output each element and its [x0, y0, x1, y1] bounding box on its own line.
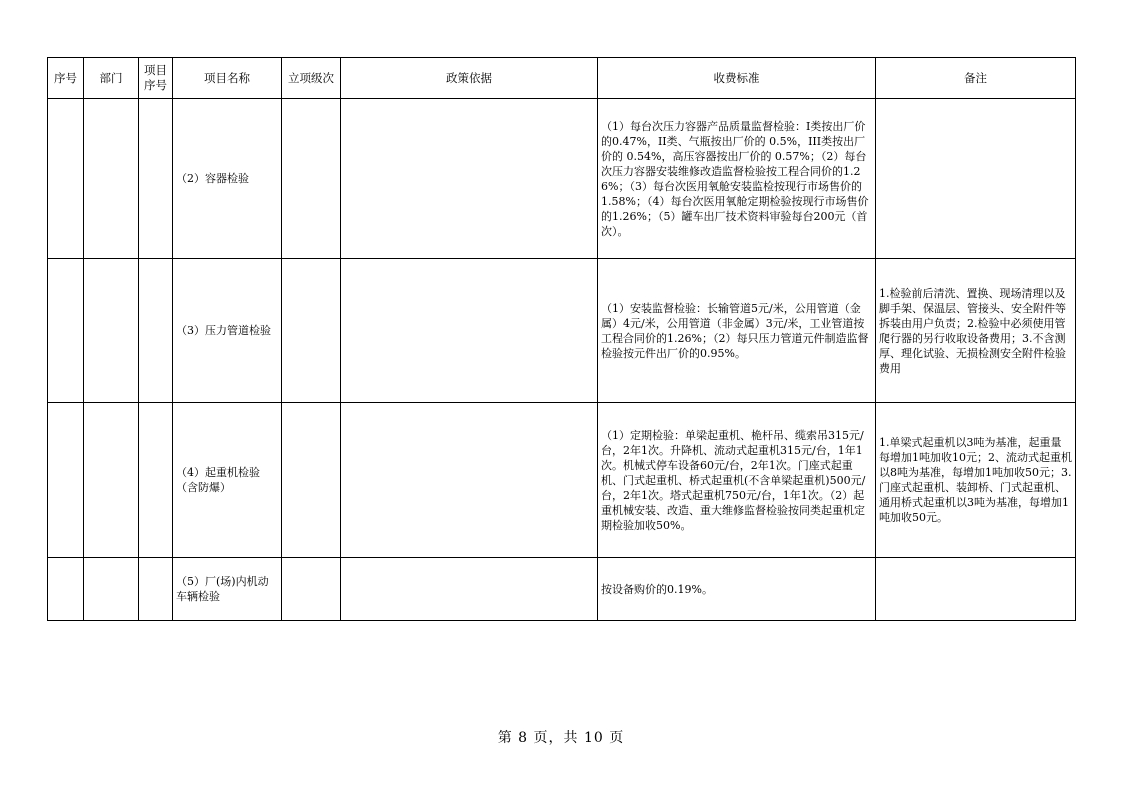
cell-dept: [84, 99, 139, 259]
cell-remarks: [876, 558, 1076, 621]
header-dept: 部门: [84, 58, 139, 99]
cell-item-name: （4）起重机检验（含防爆）: [173, 403, 282, 558]
header-item-name: 项目名称: [173, 58, 282, 99]
cell-seq: [48, 558, 84, 621]
cell-policy: [341, 259, 598, 403]
cell-fee-standard: 按设备购价的0.19%。: [598, 558, 876, 621]
header-fee-standard: 收费标准: [598, 58, 876, 99]
header-remarks: 备注: [876, 58, 1076, 99]
cell-item-name: （3）压力管道检验: [173, 259, 282, 403]
cell-fee-standard: （1）每台次压力容器产品质量监督检验：I类按出厂价的0.47%，II类、气瓶按出厂价的 0.5%，III类按出厂价的 0.54%，高压容器按出厂价的 0.57%；（2）每台次压力容器安装维修改造监督检验按工程合同价的1.26%；（3）每台次医用氧舱安装监检按现行市场售价的1.58%；（4）每台次医用氧舱定期检验按现行市场售价的1.26%；（5）罐车出厂技术资料审验每台200元（首次）。: [598, 99, 876, 259]
cell-seq: [48, 259, 84, 403]
cell-level: [282, 99, 341, 259]
table-row: [48, 259, 1076, 403]
cell-policy: [341, 558, 598, 621]
table-row: [48, 558, 1076, 621]
table-row: [48, 403, 1076, 558]
cell-remarks: 1.检验前后清洗、置换、现场清理以及脚手架、保温层、管接头、安全附件等拆装由用户负责；2.检验中必须使用管爬行器的另行收取设备费用；3.不含测厚、理化试验、无损检测安全附件检验费用: [876, 259, 1076, 403]
cell-fee-standard: （1）安装监督检验：长输管道5元/米，公用管道（金属）4元/米，公用管道（非金属）3元/米，工业管道按工程合同价的1.26%；（2）每只压力管道元件制造监督检验按元件出厂价的0.95%。: [598, 259, 876, 403]
cell-item-seq: [139, 558, 173, 621]
cell-level: [282, 558, 341, 621]
cell-policy: [341, 99, 598, 259]
cell-dept: [84, 403, 139, 558]
header-seq: 序号: [48, 58, 84, 99]
header-policy: 政策依据: [341, 58, 598, 99]
cell-remarks: [876, 99, 1076, 259]
fee-table: [47, 57, 1076, 621]
table-row: [48, 99, 1076, 259]
cell-dept: [84, 259, 139, 403]
cell-level: [282, 259, 341, 403]
cell-item-name: （2）容器检验: [173, 99, 282, 259]
cell-seq: [48, 403, 84, 558]
cell-item-seq: [139, 99, 173, 259]
cell-policy: [341, 403, 598, 558]
header-item-seq: 项目序号: [139, 58, 173, 99]
cell-item-name: （5）厂(场)内机动车辆检验: [173, 558, 282, 621]
page-number: 第 8 页，共 10 页: [497, 730, 625, 746]
cell-fee-standard: （1）定期检验：单梁起重机、桅杆吊、缆索吊315元/台，2年1次。升降机、流动式起重机315元/台，1年1次。机械式停车设备60元/台，2年1次。门座式起重机、门式起重机、桥式起重机(不含单梁起重机)500元/台，2年1次。塔式起重机750元/台，1年1次。（2）起重机械安装、改造、重大维修监督检验按同类起重机定期检验加收50%。: [598, 403, 876, 558]
cell-seq: [48, 99, 84, 259]
cell-item-seq: [139, 403, 173, 558]
cell-item-seq: [139, 259, 173, 403]
cell-level: [282, 403, 341, 558]
header-row: [48, 58, 1076, 99]
cell-dept: [84, 558, 139, 621]
page-footer: [0, 727, 1122, 747]
cell-remarks: 1.单梁式起重机以3吨为基准，起重量每增加1吨加收10元；2、流动式起重机以8吨为基准，每增加1吨加收50元；3.门座式起重机、装卸桥、门式起重机、通用桥式起重机以3吨为基准，每增加1吨加收50元。: [876, 403, 1076, 558]
header-level: 立项级次: [282, 58, 341, 99]
